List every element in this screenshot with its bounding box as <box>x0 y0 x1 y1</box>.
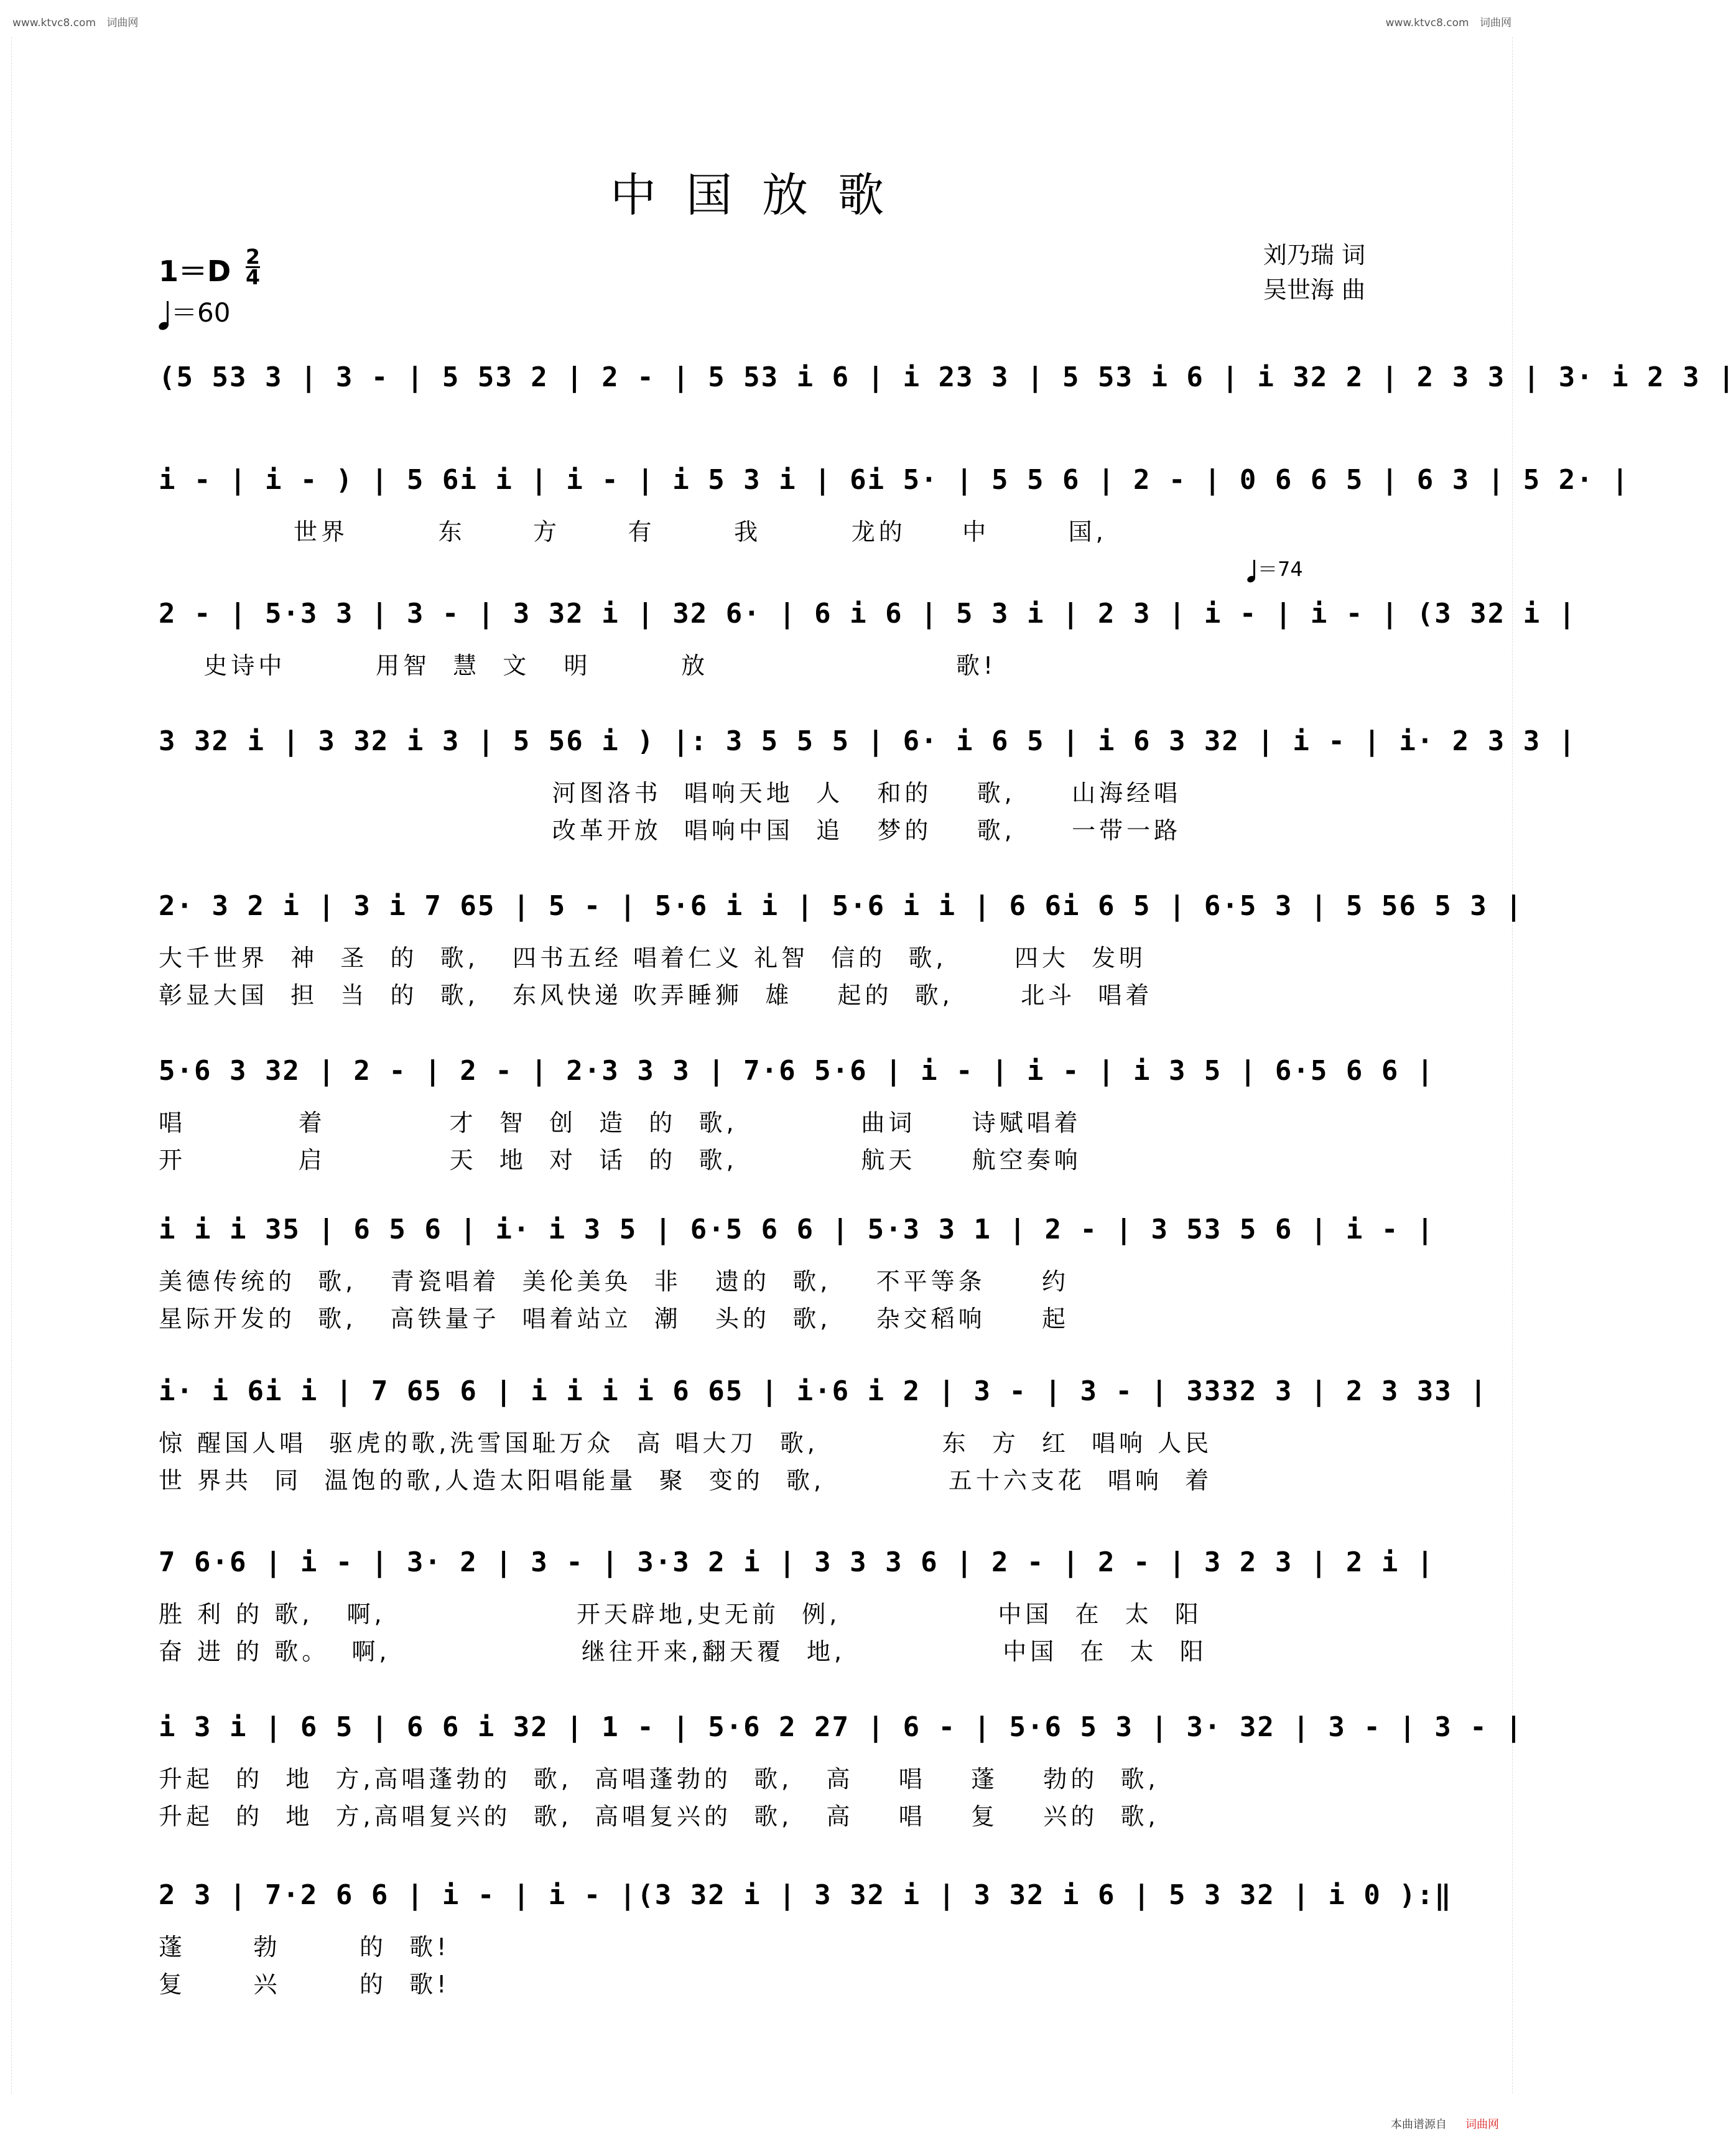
lyric-line-1: 蓬 勃 的 歌! <box>159 1933 450 1961</box>
notation-line: i - | i - ) | 5 6i i | i - | i 5 3 i | 6i 5· | 5 5 6 | 2 - | 0 6 6 5 | 6 3 | 5 2· | <box>159 464 1630 496</box>
tempo-change <box>1247 554 1303 582</box>
notation-line: 2· 3 2 i | 3 i 7 65 | 5 - | 5·6 i i | 5·6 i i | 6 6i 6 5 | 6·5 3 | 5 56 5 3 | <box>159 890 1523 922</box>
lyric-line-1: 升起 的 地 方,高唱蓬勃的 歌, 高唱蓬勃的 歌, 高 唱 蓬 勃的 歌, <box>159 1765 1159 1793</box>
site-label-left: 词曲网 <box>106 17 139 29</box>
lyric-line-2: 世 界共 同 温饱的歌,人造太阳唱能量 聚 变的 歌, 五十六支花 唱响 着 <box>159 1467 1213 1494</box>
score-system <box>159 1210 1435 1332</box>
lyric-line-2: 彰显大国 担 当 的 歌, 东风快递 吹弄睡狮 雄 起的 歌, 北斗 唱着 <box>159 982 1153 1009</box>
notation-line: i· i 6i i | 7 65 6 | i i i i 6 65 | i·6 i 2 | 3 - | 3 - | 3332 3 | 2 3 33 | <box>159 1375 1488 1407</box>
time-signature-bottom: 4 <box>246 265 260 289</box>
quarter-note-icon <box>1247 560 1255 582</box>
score-system <box>159 460 1630 546</box>
lyric-line-1: 史诗中 用智 慧 文 明 放 歌! <box>159 652 997 679</box>
header-left <box>12 14 138 29</box>
credits <box>1263 238 1365 307</box>
site-label-right: 词曲网 <box>1480 17 1511 29</box>
lyric-line-1: 惊 醒国人唱 驱虎的歌,洗雪国耻万众 高 唱大刀 歌, 东 方 红 唱响 人民 <box>159 1429 1213 1457</box>
notation-line: 5·6 3 32 | 2 - | 2 - | 2·3 3 3 | 7·6 5·6 | i - | i - | i 3 5 | 6·5 6 6 | <box>159 1055 1435 1087</box>
notation-line: i i i 35 | 6 5 6 | i· i 3 5 | 6·5 6 6 | 5·3 3 1 | 2 - | 3 53 5 6 | i - | <box>159 1214 1435 1245</box>
lyric-line-1: 美德传统的 歌, 青瓷唱着 美伦美奂 非 遗的 歌, 不平等条 约 <box>159 1268 1069 1295</box>
notation-line: 3 32 i | 3 32 i 3 | 5 56 i ) |: 3 5 5 5 | 6· i 6 5 | i 6 3 32 | i - | i· 2 3 3 | <box>159 725 1577 757</box>
lyric-line-2: 开 启 天 地 对 话 的 歌, 航天 航空奏响 <box>159 1146 1082 1174</box>
notation-line: 7 6·6 | i - | 3· 2 | 3 - | 3·3 2 i | 3 3 3 6 | 2 - | 2 - | 3 2 3 | 2 i | <box>159 1546 1435 1578</box>
lyric-line-1: 唱 着 才 智 创 造 的 歌, 曲词 诗赋唱着 <box>159 1109 1082 1137</box>
footer-text: 本曲谱源自 <box>1391 2118 1447 2131</box>
lyric-line-2: 奋 进 的 歌。 啊, 继往开来,翻天覆 地, 中国 在 太 阳 <box>159 1638 1207 1665</box>
score-system <box>159 1372 1488 1494</box>
score-system <box>159 1543 1435 1665</box>
notation-line: 2 - | 5·3 3 | 3 - | 3 32 i | 32 6· | 6 i 6 | 5 3 i | 2 3 | i - | i - | (3 32 i | <box>159 598 1577 630</box>
score-system <box>159 886 1523 1009</box>
key-signature: 1＝D <box>159 254 231 288</box>
lyric-line-2: 复 兴 的 歌! <box>159 1971 450 1998</box>
lyric-line-2: 星际开发的 歌, 高铁量子 唱着站立 潮 头的 歌, 杂交稻响 起 <box>159 1305 1069 1332</box>
lyric-line-2: 改革开放 唱响中国 追 梦的 歌, 一带一路 <box>159 817 1182 844</box>
lyricist: 刘乃瑞 词 <box>1263 241 1365 269</box>
tempo-value: ＝60 <box>171 297 231 328</box>
notation-line: i 3 i | 6 5 | 6 6 i 32 | 1 - | 5·6 2 27 | 6 - | 5·6 5 3 | 3· 32 | 3 - | 3 - | <box>159 1711 1523 1743</box>
quarter-note-icon <box>159 300 169 330</box>
notation-line: 2 3 | 7·2 6 6 | i - | i - |(3 32 i | 3 32 i | 3 32 i 6 | 5 3 32 | i 0 ):‖ <box>159 1879 1452 1911</box>
header-right <box>1386 14 1511 29</box>
lyric-line-1: 世界 东 方 有 我 龙的 中 国, <box>159 518 1107 546</box>
score-system <box>159 594 1577 679</box>
left-margin-watermark <box>0 37 12 2093</box>
composer: 吴世海 曲 <box>1263 276 1365 304</box>
score-system <box>159 1708 1523 1830</box>
lyric-line-1: 大千世界 神 圣 的 歌, 四书五经 唱着仁义 礼智 信的 歌, 四大 发明 <box>159 944 1147 972</box>
lyric-line-1: 河图洛书 唱响天地 人 和的 歌, 山海经唱 <box>159 779 1182 807</box>
time-signature-top: 2 <box>246 244 260 269</box>
time-signature <box>246 244 260 289</box>
score-system <box>159 358 1736 432</box>
lyric-line-2: 升起 的 地 方,高唱复兴的 歌, 高唱复兴的 歌, 高 唱 复 兴的 歌, <box>159 1803 1159 1830</box>
lyric-line-1: 胜 利 的 歌, 啊, 开天辟地,史无前 例, 中国 在 太 阳 <box>159 1601 1202 1628</box>
score-system <box>159 1051 1435 1174</box>
score-system <box>159 1876 1452 1998</box>
site-url-right: www.ktvc8.com <box>1385 17 1469 29</box>
score-system <box>159 722 1577 844</box>
footer-brand: 词曲网 <box>1465 2118 1499 2131</box>
notation-line: (5 53 3 | 3 - | 5 53 2 | 2 - | 5 53 i 6 | i 23 3 | 5 53 i 6 | i 32 2 | 2 3 3 | 3· i 2 3 | <box>159 361 1736 393</box>
page-title: 中国放歌 <box>610 169 914 222</box>
site-url-left: www.ktvc8.com <box>12 17 96 29</box>
tempo-change-value: ＝74 <box>1258 557 1303 581</box>
footer <box>1391 2116 1499 2132</box>
tempo-marking <box>159 292 230 330</box>
right-margin-watermark <box>1512 37 1524 2093</box>
